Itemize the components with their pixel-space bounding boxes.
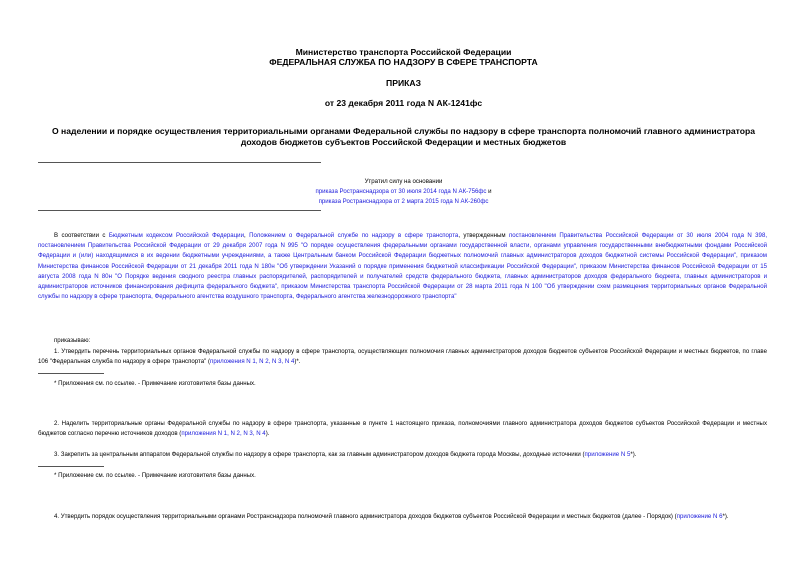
government-acts-link[interactable]: постановлением Правительства Российской Федерации от 30 июля 2004 года N 398, постановлением Правительства Российской Федерации от 29 декабря 2007 года N 995 "О порядке осуществления федеральными органами государственной власти, органами управления государственными внебюджетными фондами Российской Федерации и (или) находящимися в их ведении бюджетными учреждениями, а также Центральным банком Российской Федерации бюджетных полномочий главных администраторов доходов бюджетной системы Российской Федерации", приказом Министерства финансов Российской Федерации от 21 декабря 2011 года N 180н "Об утверждении Указаний о порядке применения бюджетной классификации Российской Федерации", приказом Министерства финансов Российской Федерации от 15 августа 2008 года N 80н "О Порядке ведения сводного реестра главных распорядителей, распорядителей и получателей средств федерального бюджета, главных администраторов доходов федерального бюджета, главных администраторов и администраторов источников финансирования дефицита федерального бюджета", приказом Министерства транспорта Российской Федерации от 28 марта 2011 года N 100 "Об утверждении схем размещения территориальных органов Федеральной службы по надзору в сфере транспорта, Федерального агентства воздушного транспорта, Федерального агентства железнодорожного транспорта": [38, 232, 768, 301]
item-3-tail: *).: [630, 451, 637, 458]
item-4: [38, 512, 767, 522]
item-1-text: 1. Утвердить перечень территориальных органов Федеральной службы по надзору в сфере транспорта, осуществляющих полномочия главных администраторов доходов бюджетов субъектов Российской Федерации и местных бюджетов, по главе 106 "Федеральная служба по надзору в сфере транспорта" (: [38, 348, 767, 366]
preamble-text-1: В соответствии с: [54, 232, 109, 239]
service-regulation-link[interactable]: Положением о Федеральной службе по надзору в сфере транспорта: [249, 232, 459, 239]
preamble-text-3: , утвержденным: [458, 232, 509, 239]
item-2-appendix-link[interactable]: приложения N 1, N 2, N 3, N 4: [181, 430, 266, 438]
item-2-tail: ).: [265, 430, 270, 438]
item-2-text: 2. Наделить территориальные органы Федеральной службы по надзору в сфере транспорта, указанные в пункте 1 настоящего приказа, полномочиями главного администратора доходов бюджетов субъектов Российской Федерации и местных бюджетов согласно перечню источников доходов (: [38, 420, 767, 438]
document-type: ПРИКАЗ: [386, 78, 421, 88]
preamble-paragraph: [38, 231, 767, 302]
document-title: О наделении и порядке осуществления территориальными органами Федеральной службы по надзору в сфере транспорта полномочий главного администратора доходов бюджетов субъектов Российской Федерации и местных бюджетов: [51, 126, 756, 147]
item-2: [38, 419, 767, 439]
footnote-2-rule: [38, 466, 104, 467]
repeal-order-link-1[interactable]: приказа Ространснадзора от 30 июля 2014 года N АК-756фс: [315, 188, 487, 195]
document-date-number: от 23 декабря 2011 года N АК-1241фс: [324, 98, 483, 108]
item-4-tail: *).: [722, 513, 729, 520]
divider-top: [38, 162, 321, 163]
footnote-2: * Приложение см. по ссылке. - Примечание изготовителя базы данных.: [54, 472, 256, 479]
status-links-row-2: [0, 197, 807, 207]
status-links-row-1: [0, 187, 807, 197]
status-and: и: [486, 188, 492, 195]
item-4-text: 4. Утвердить порядок осуществления территориальными органами Ространснадзора полномочий главного администратора доходов бюджетов субъектов Российской Федерации и местных бюджетов (далее - Порядок) (: [54, 513, 677, 520]
ministry-name: Министерство транспорта Российской Федерации: [295, 47, 512, 57]
footnote-1: * Приложения см. по ссылке. - Примечание изготовителя базы данных.: [54, 380, 256, 387]
preamble-text-2: ,: [244, 232, 250, 239]
service-name: ФЕДЕРАЛЬНАЯ СЛУЖБА ПО НАДЗОРУ В СФЕРЕ ТРАНСПОРТА: [269, 57, 538, 67]
footnote-1-rule: [38, 373, 104, 374]
divider-bottom: [38, 210, 321, 211]
repeal-order-link-2[interactable]: приказа Ространснадзора от 2 марта 2015 года N АК-260фс: [318, 198, 489, 205]
item-3-text: 3. Закрепить за центральным аппаратом Федеральной службы по надзору в сфере транспорта, как за главным администратором доходов бюджета города Москвы, доходные источники (: [54, 451, 585, 458]
status-line: Утратил силу на основании: [364, 178, 443, 185]
item-3-appendix-link[interactable]: приложение N 5: [584, 451, 631, 458]
item-1: [38, 347, 767, 367]
budget-code-link[interactable]: Бюджетным кодексом Российской Федерации: [108, 232, 244, 239]
item-4-appendix-link[interactable]: приложение N 6: [676, 513, 723, 520]
item-1-appendix-link[interactable]: приложения N 1, N 2, N 3, N 4: [210, 358, 295, 366]
order-word: приказываю:: [54, 337, 91, 344]
item-1-tail: )*.: [294, 358, 301, 366]
item-3: [38, 450, 767, 460]
